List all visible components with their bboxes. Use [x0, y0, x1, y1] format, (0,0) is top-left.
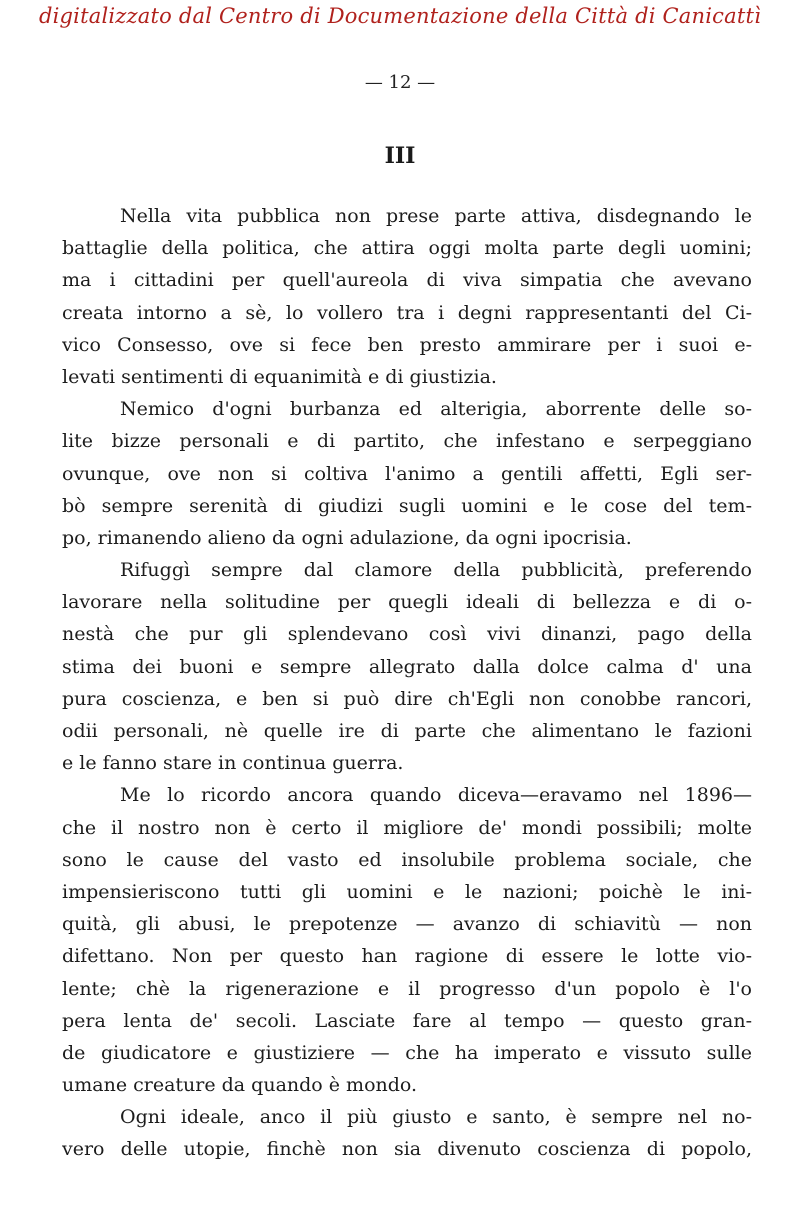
- text-line: Nemico d'ogni burbanza ed alterigia, aborrente delle so-: [120, 398, 752, 421]
- paragraph: [62, 779, 752, 1101]
- chapter-heading: III: [384, 143, 416, 169]
- text-line: lente; chè la rigenerazione e il progresso d'un popolo è l'o: [62, 977, 752, 1000]
- text-line: ma i cittadini per quell'aureola di viva simpatia che avevano: [62, 269, 752, 292]
- text-line: de giudicatore e giustiziere — che ha imperato e vissuto sulle: [62, 1041, 752, 1064]
- paragraph: [62, 200, 752, 393]
- text-line: pera lenta de' secoli. Lasciate fare al tempo — questo gran-: [62, 1009, 752, 1032]
- paragraph: [62, 393, 752, 554]
- text-line: impensieriscono tutti gli uomini e le nazioni; poichè le ini-: [62, 880, 752, 903]
- text-line: nestà che pur gli splendevano così vivi dinanzi, pago della: [62, 623, 752, 646]
- text-line: lite bizze personali e di partito, che infestano e serpeggiano: [62, 430, 752, 453]
- text-line: che il nostro non è certo il migliore de' mondi possibili; molte: [62, 816, 752, 839]
- text-line: bò sempre serenità di giudizi sugli uomini e le cose del tem-: [62, 494, 752, 517]
- text-line: Ogni ideale, anco il più giusto e santo, è sempre nel no-: [120, 1106, 752, 1129]
- text-line: vero delle utopie, finchè non sia divenuto coscienza di popolo,: [62, 1138, 752, 1161]
- text-line: ovunque, ove non si coltiva l'animo a gentili affetti, Egli ser-: [62, 462, 752, 485]
- text-line: sono le cause del vasto ed insolubile problema sociale, che: [62, 848, 752, 871]
- paragraph: [62, 554, 752, 779]
- text-line: creata intorno a sè, lo vollero tra i degni rappresentanti del Ci-: [62, 301, 752, 324]
- text-line: pura coscienza, e ben si può dire ch'Egli non conobbe rancori,: [62, 687, 752, 710]
- text-line: po, rimanendo alieno da ogni adulazione, da ogni ipocrisia.: [62, 526, 632, 549]
- text-line: stima dei buoni e sempre allegrato dalla dolce calma d' una: [62, 655, 752, 678]
- body-text: [62, 200, 752, 1166]
- text-line: odii personali, nè quelle ire di parte che alimentano le fazioni: [62, 720, 752, 742]
- text-line: Nella vita pubblica non prese parte attiva, disdegnando le: [120, 205, 752, 227]
- text-line: quità, gli abusi, le prepotenze — avanzo di schiavitù — non: [62, 913, 752, 936]
- text-line: e le fanno stare in continua guerra.: [62, 752, 404, 775]
- text-line: vico Consesso, ove si fece ben presto ammirare per i suoi e-: [62, 333, 752, 356]
- digitization-watermark: digitalizzato dal Centro di Documentazione della Città di Canicattì: [38, 4, 762, 28]
- text-line: umane creature da quando è mondo.: [62, 1074, 418, 1097]
- text-line: lavorare nella solitudine per quegli ideali di bellezza e di o-: [62, 591, 752, 614]
- paragraph: [62, 1101, 752, 1165]
- text-line: levati sentimenti di equanimità e di giustizia.: [62, 365, 497, 388]
- page-number: — 12 —: [364, 72, 436, 93]
- text-line: battaglie della politica, che attira oggi molta parte degli uomini;: [62, 237, 752, 260]
- text-line: Me lo ricordo ancora quando diceva—eravamo nel 1896—: [120, 784, 752, 807]
- text-line: Rifuggì sempre dal clamore della pubblicità, preferendo: [120, 559, 752, 582]
- text-line: difettano. Non per questo han ragione di essere le lotte vio-: [62, 945, 752, 968]
